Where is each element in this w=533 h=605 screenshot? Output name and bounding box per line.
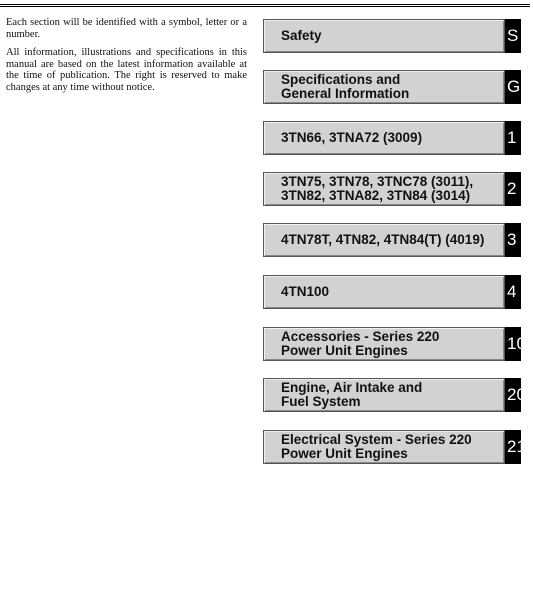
section-label: 3TN66, 3TNA72 (3009) — [281, 130, 423, 145]
intro-paragraph-2: All information, illustrations and specifications in this manual are based on the latest information available at the time of publication. The right is reserved to make changes at any time without notice. — [6, 47, 247, 93]
section-tab-specifications[interactable] — [263, 70, 505, 104]
intro-paragraph-1: Each section will be identified with a symbol, letter or a number. — [6, 17, 247, 40]
section-badge-20[interactable] — [505, 378, 526, 412]
section-badge-1[interactable] — [505, 121, 521, 155]
badge-text: 10 — [507, 334, 526, 353]
section-tab-4tn100[interactable] — [263, 275, 505, 309]
section-tab-4tn78t[interactable] — [263, 223, 505, 257]
section-label: 4TN100 — [281, 284, 330, 299]
section-tab-accessories[interactable] — [263, 327, 505, 361]
badge-text: G — [507, 77, 521, 96]
section-label: Engine, Air Intake and Fuel System — [281, 380, 423, 409]
badge-text: 2 — [507, 179, 517, 198]
section-tab-engine-air-intake[interactable] — [263, 378, 505, 412]
section-label: Electrical System - Series 220 Power Unit Engines — [281, 432, 472, 461]
section-label: 4TN78T, 4TN82, 4TN84(T) (4019) — [281, 232, 485, 247]
badge-text: S — [507, 26, 519, 45]
section-badge-4[interactable] — [505, 275, 521, 309]
badge-text: 21 — [507, 437, 526, 456]
section-badge-g[interactable] — [505, 70, 521, 104]
badge-text: 3 — [507, 230, 517, 249]
section-tab-electrical-system[interactable] — [263, 430, 505, 464]
section-label: 3TN75, 3TN78, 3TNC78 (3011), 3TN82, 3TNA82, 3TN84 (3014) — [281, 174, 474, 203]
top-rule — [0, 4, 530, 7]
badge-text: 20 — [507, 385, 526, 404]
section-badge-21[interactable] — [505, 430, 526, 464]
section-label: Safety — [281, 28, 322, 43]
section-tab-3tn66[interactable] — [263, 121, 505, 155]
section-badge-2[interactable] — [505, 172, 521, 206]
section-tab-3tn75[interactable] — [263, 172, 505, 206]
section-label: Specifications and General Information — [281, 72, 410, 101]
section-badge-s[interactable] — [505, 19, 521, 53]
badge-text: 1 — [507, 128, 517, 147]
badge-text: 4 — [507, 282, 517, 301]
intro-text — [6, 17, 247, 100]
section-badge-10[interactable] — [505, 327, 526, 361]
section-tab-safety[interactable] — [263, 19, 505, 53]
section-label: Accessories - Series 220 Power Unit Engines — [281, 329, 440, 358]
section-badge-3[interactable] — [505, 223, 521, 257]
